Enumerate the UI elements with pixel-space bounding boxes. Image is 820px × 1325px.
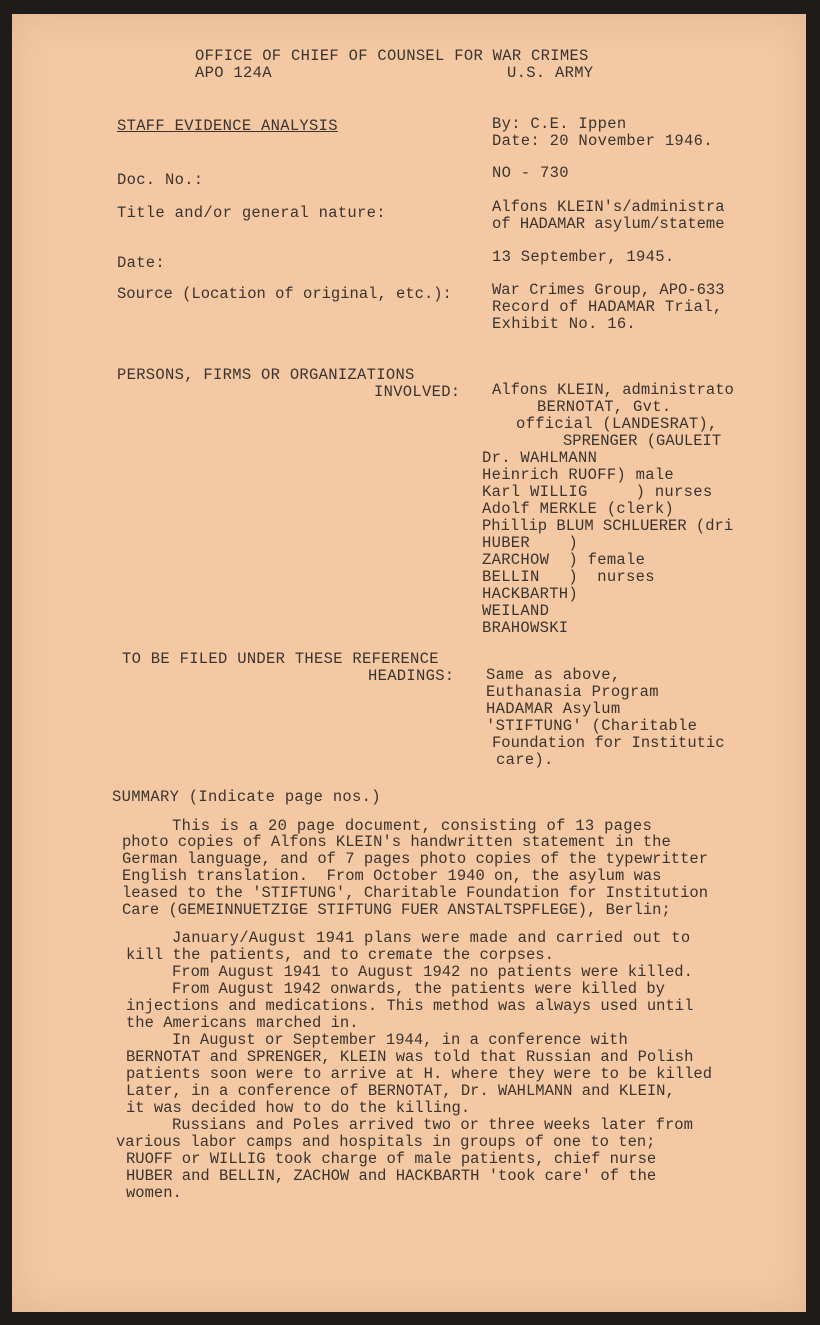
filing-line: Same as above, bbox=[486, 666, 621, 684]
summary-line: Care (GEMEINNUETZIGE STIFTUNG FUER ANSTALTSPFLEGE), Berlin; bbox=[122, 901, 671, 919]
person-line: BELLIN ) nurses bbox=[482, 568, 655, 586]
summary-line: From August 1941 to August 1942 no patients were killed. bbox=[172, 963, 693, 981]
person-line: Adolf MERKLE (clerk) bbox=[482, 500, 675, 518]
summary-line: Later, in a conference of BERNOTAT, Dr. WAHLMANN and KLEIN, bbox=[126, 1082, 675, 1100]
person-line: BERNOTAT, Gvt. bbox=[537, 398, 672, 416]
filing-line: Euthanasia Program bbox=[486, 683, 659, 701]
summary-line: HUBER and BELLIN, ZACHOW and HACKBARTH 'took care' of the bbox=[126, 1167, 657, 1185]
person-line: WEILAND bbox=[482, 602, 550, 620]
header-apo: APO 124A bbox=[195, 64, 272, 82]
summary-line: From August 1942 onwards, the patients were killed by bbox=[172, 980, 665, 998]
analysis-title: STAFF EVIDENCE ANALYSIS bbox=[117, 117, 338, 135]
summary-line: BERNOTAT and SPRENGER, KLEIN was told that Russian and Polish bbox=[126, 1048, 694, 1066]
person-line: Alfons KLEIN, administrato bbox=[492, 382, 734, 399]
summary-line: kill the patients, and to cremate the corpses. bbox=[126, 946, 554, 964]
persons-label-1: PERSONS, FIRMS OR ORGANIZATIONS bbox=[117, 366, 415, 384]
analysis-author: By: C.E. Ippen bbox=[492, 115, 627, 133]
summary-line: In August or September 1944, in a conference with bbox=[172, 1031, 628, 1049]
filing-label-2: HEADINGS: bbox=[368, 667, 455, 685]
person-line: HUBER ) bbox=[482, 534, 579, 552]
persons-label-2: INVOLVED: bbox=[374, 383, 461, 401]
document-page bbox=[12, 14, 806, 1312]
date-label: Date: bbox=[117, 254, 166, 272]
filing-line: 'STIFTUNG' (Charitable bbox=[486, 717, 698, 735]
title-label: Title and/or general nature: bbox=[117, 204, 386, 222]
person-line: ZARCHOW ) female bbox=[482, 551, 646, 569]
source-label: Source (Location of original, etc.): bbox=[117, 285, 452, 303]
doc-no-value: NO - 730 bbox=[492, 164, 569, 182]
summary-line: injections and medications. This method was always used until bbox=[126, 997, 694, 1015]
person-line: BRAHOWSKI bbox=[482, 619, 569, 637]
summary-line: photo copies of Alfons KLEIN's handwritten statement in the bbox=[122, 833, 671, 851]
summary-line: Russians and Poles arrived two or three weeks later from bbox=[172, 1116, 693, 1134]
filing-line: Foundation for Institutic bbox=[492, 735, 725, 752]
summary-line: January/August 1941 plans were made and carried out to bbox=[172, 929, 691, 947]
filing-label-1: TO BE FILED UNDER THESE REFERENCE bbox=[122, 650, 439, 668]
summary-line: English translation. From October 1940 on, the asylum was bbox=[122, 867, 662, 885]
analysis-date: Date: 20 November 1946. bbox=[492, 132, 713, 150]
person-line: Phillip BLUM SCHLUERER (dri bbox=[482, 518, 734, 535]
summary-line: RUOFF or WILLIG took charge of male patients, chief nurse bbox=[126, 1150, 657, 1168]
source-value-1: War Crimes Group, APO-633 bbox=[492, 282, 725, 299]
summary-line: German language, and of 7 pages photo copies of the typewritter bbox=[122, 851, 708, 868]
source-value-2: Record of HADAMAR Trial, bbox=[492, 298, 723, 316]
summary-line: the Americans marched in. bbox=[126, 1014, 359, 1032]
header-army: U.S. ARMY bbox=[507, 64, 594, 82]
header-office-line: OFFICE OF CHIEF OF COUNSEL FOR WAR CRIMES bbox=[195, 47, 589, 65]
summary-line: women. bbox=[126, 1184, 182, 1202]
person-line: Dr. WAHLMANN bbox=[482, 449, 598, 467]
date-value: 13 September, 1945. bbox=[492, 248, 675, 266]
summary-line: leased to the 'STIFTUNG', Charitable Foundation for Institution bbox=[122, 885, 708, 902]
person-line: HACKBARTH) bbox=[482, 585, 579, 603]
doc-no-label: Doc. No.: bbox=[117, 171, 204, 189]
title-value-2: of HADAMAR asylum/stateme bbox=[492, 216, 725, 233]
summary-line: This is a 20 page document, consisting of 13 pages bbox=[172, 817, 653, 835]
person-line: SPRENGER (GAULEIT bbox=[563, 433, 722, 450]
title-value-1: Alfons KLEIN's/administra bbox=[492, 199, 725, 216]
summary-heading: SUMMARY (Indicate page nos.) bbox=[112, 788, 381, 806]
summary-line: various labor camps and hospitals in groups of one to ten; bbox=[116, 1133, 656, 1151]
person-line: Heinrich RUOFF) male bbox=[482, 466, 675, 484]
filing-line: care). bbox=[496, 751, 554, 769]
summary-line: patients soon were to arrive at H. where they were to be killed bbox=[126, 1066, 712, 1083]
source-value-3: Exhibit No. 16. bbox=[492, 315, 637, 333]
summary-line: it was decided how to do the killing. bbox=[126, 1099, 471, 1117]
person-line: official (LANDESRAT), bbox=[516, 415, 718, 433]
filing-line: HADAMAR Asylum bbox=[486, 700, 621, 718]
person-line: Karl WILLIG ) nurses bbox=[482, 483, 713, 501]
